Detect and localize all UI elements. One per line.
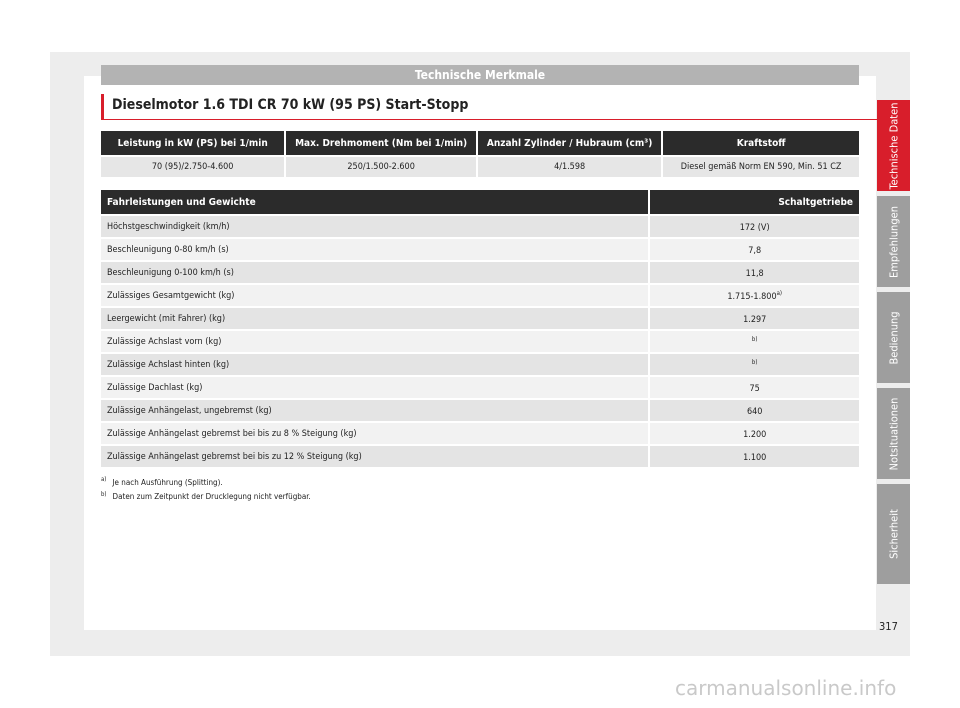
watermark: carmanualsonline.info (675, 676, 897, 700)
row-value (650, 354, 859, 375)
cell-torque: 250/1.500-2.600 (286, 157, 476, 177)
header-gearbox: Schaltgetriebe (650, 190, 859, 214)
tab-sicherheit[interactable]: Sicherheit (877, 484, 910, 584)
row-value (650, 423, 859, 444)
footnote (101, 489, 311, 504)
row-label: Zulässige Achslast vorn (kg) (101, 331, 648, 352)
table-row (101, 446, 859, 467)
row-label: Höchstgeschwindigkeit (km/h) (101, 216, 648, 237)
table-row (101, 331, 859, 352)
engine-table (99, 129, 861, 179)
header-cylinders: Anzahl Zylinder / Hubraum (cm³) (478, 131, 661, 155)
row-label: Zulässige Anhängelast, ungebremst (kg) (101, 400, 648, 421)
table-row (101, 423, 859, 444)
row-value-text: 1.297 (743, 314, 767, 325)
row-value (650, 216, 859, 237)
row-value-text: 172 (V) (739, 222, 770, 233)
row-label: Beschleunigung 0-80 km/h (s) (101, 239, 648, 260)
page-heading (101, 94, 877, 120)
footnote-text: Je nach Ausführung (Splitting). (112, 477, 223, 487)
row-value (650, 308, 859, 329)
row-value-text: 75 (749, 383, 760, 394)
row-label: Zulässiges Gesamtgewicht (kg) (101, 285, 648, 306)
table-row (101, 239, 859, 260)
row-footnote-mark: b) (751, 335, 758, 343)
table-row (101, 377, 859, 398)
row-value-text: 640 (746, 406, 763, 417)
footnotes (101, 474, 311, 503)
cell-fuel: Diesel gemäß Norm EN 590, Min. 51 CZ (663, 157, 859, 177)
row-value (650, 377, 859, 398)
section-title: Technische Merkmale (101, 65, 859, 85)
header-power: Leistung in kW (PS) bei 1/min (101, 131, 284, 155)
row-label: Leergewicht (mit Fahrer) (kg) (101, 308, 648, 329)
tab-empfehlungen[interactable]: Empfehlungen (877, 196, 910, 287)
footnote-mark: a) (101, 476, 107, 483)
tab-technische-daten[interactable]: Technische Daten (877, 100, 910, 191)
table-row (101, 216, 859, 237)
row-value-text: 11,8 (745, 268, 764, 279)
table-row (101, 354, 859, 375)
row-value-text: 7,8 (748, 245, 762, 256)
row-footnote-mark: a) (776, 289, 783, 297)
cell-cylinders: 4/1.598 (478, 157, 661, 177)
table-row (101, 400, 859, 421)
row-value-text: 1.100 (743, 452, 767, 463)
table-row (101, 308, 859, 329)
table-row (101, 262, 859, 283)
performance-table-header (101, 190, 859, 214)
row-value (650, 400, 859, 421)
header-performance: Fahrleistungen und Gewichte (101, 190, 648, 214)
row-label: Zulässige Anhängelast gebremst bei bis zu 8 % Steigung (kg) (101, 423, 648, 444)
row-value (650, 262, 859, 283)
row-value (650, 331, 859, 352)
row-label: Zulässige Dachlast (kg) (101, 377, 648, 398)
row-value (650, 446, 859, 467)
footnote-text: Daten zum Zeitpunkt der Drucklegung nicht verfügbar. (112, 492, 311, 502)
row-label: Zulässige Anhängelast gebremst bei bis zu 12 % Steigung (kg) (101, 446, 648, 467)
header-torque: Max. Drehmoment (Nm bei 1/min) (286, 131, 476, 155)
page-number: 317 (879, 620, 898, 633)
cell-power: 70 (95)/2.750-4.600 (101, 157, 284, 177)
footnote-mark: b) (101, 490, 107, 498)
row-footnote-mark: b) (751, 358, 758, 366)
row-label: Zulässige Achslast hinten (kg) (101, 354, 648, 375)
engine-table-header (101, 131, 859, 155)
row-value-text: 1.200 (743, 429, 767, 440)
tab-notsituationen[interactable]: Notsituationen (877, 388, 910, 479)
performance-table (99, 188, 861, 469)
header-fuel: Kraftstoff (663, 131, 859, 155)
row-label: Beschleunigung 0-100 km/h (s) (101, 262, 648, 283)
engine-table-row (101, 157, 859, 177)
row-value (650, 285, 859, 306)
footnote (101, 474, 311, 489)
row-value-text: 1.715-1.800 (727, 291, 777, 302)
tab-bedienung[interactable]: Bedienung (877, 292, 910, 383)
heading-text: Dieselmotor 1.6 TDI CR 70 kW (95 PS) Start-Stopp (112, 97, 469, 113)
row-value (650, 239, 859, 260)
table-row (101, 285, 859, 306)
